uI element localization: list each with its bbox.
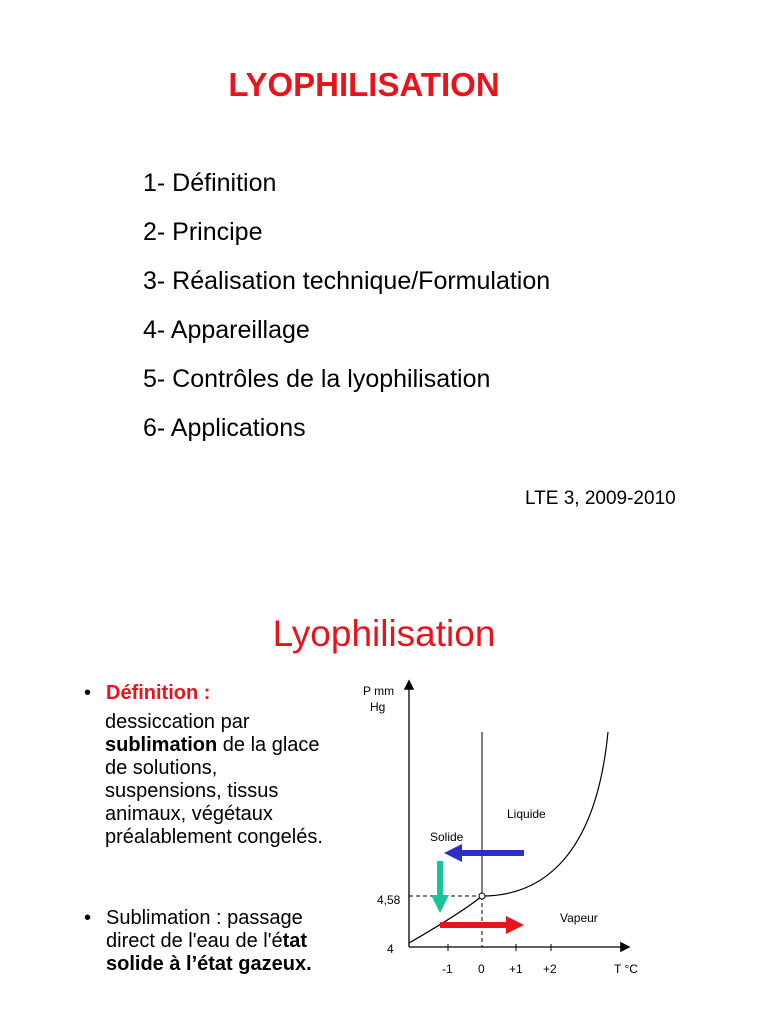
green-arrow-head [431, 895, 449, 913]
toc-item: 1- Définition [143, 169, 277, 197]
y-axis-label: P mm [363, 684, 395, 698]
toc-item: 5- Contrôles de la lyophilisation [143, 365, 491, 393]
definition-bold: sublimation [105, 734, 218, 756]
sublimation-pre: Sublimation : passage direct de l'eau de l'é [106, 907, 303, 952]
bullet-marker: • [84, 907, 92, 929]
course-footer: LTE 3, 2009-2010 [525, 488, 676, 509]
toc-item: 3- Réalisation technique/Formulation [143, 267, 551, 295]
phase-diagram [360, 670, 650, 990]
toc-item: 4- Appareillage [143, 316, 310, 344]
slide-1-title: LYOPHILISATION [228, 66, 500, 103]
x-tick-label: 0 [478, 962, 485, 976]
sublimation-bold: tat solide à l’état gazeux. [106, 930, 312, 975]
bullet-marker: • [84, 682, 92, 704]
table-of-contents [143, 164, 550, 458]
x-tick-label: -1 [442, 962, 453, 976]
y-axis-label: Hg [370, 700, 386, 714]
blue-arrow-head [444, 844, 462, 862]
definition-text [105, 711, 335, 849]
definition-pre: dessiccation par [105, 711, 250, 733]
toc-item: 6- Applications [143, 414, 306, 442]
x-tick-label: +1 [509, 962, 523, 976]
x-axis-label: T °C [614, 962, 638, 976]
y-tick-label: 4 [387, 942, 394, 956]
definition-label: Définition : [106, 682, 211, 704]
toc-item: 2- Principe [143, 218, 263, 246]
region-label-vapor: Vapeur [560, 911, 598, 925]
region-label-solid: Solide [430, 830, 464, 844]
sublimation-text [106, 907, 346, 976]
y-tick-label: 4,58 [377, 893, 401, 907]
definition-post: de la glace de solutions, suspensions, tissus animaux, végétaux préalablement congelés. [105, 734, 323, 848]
red-arrow-head [506, 916, 524, 934]
x-tick-label: +2 [543, 962, 557, 976]
region-label-liquid: Liquide [507, 807, 546, 821]
slide-2-title: Lyophilisation [272, 613, 496, 654]
sublimation-curve [409, 896, 482, 943]
slide-2 [0, 560, 768, 1024]
triple-point [479, 893, 485, 899]
